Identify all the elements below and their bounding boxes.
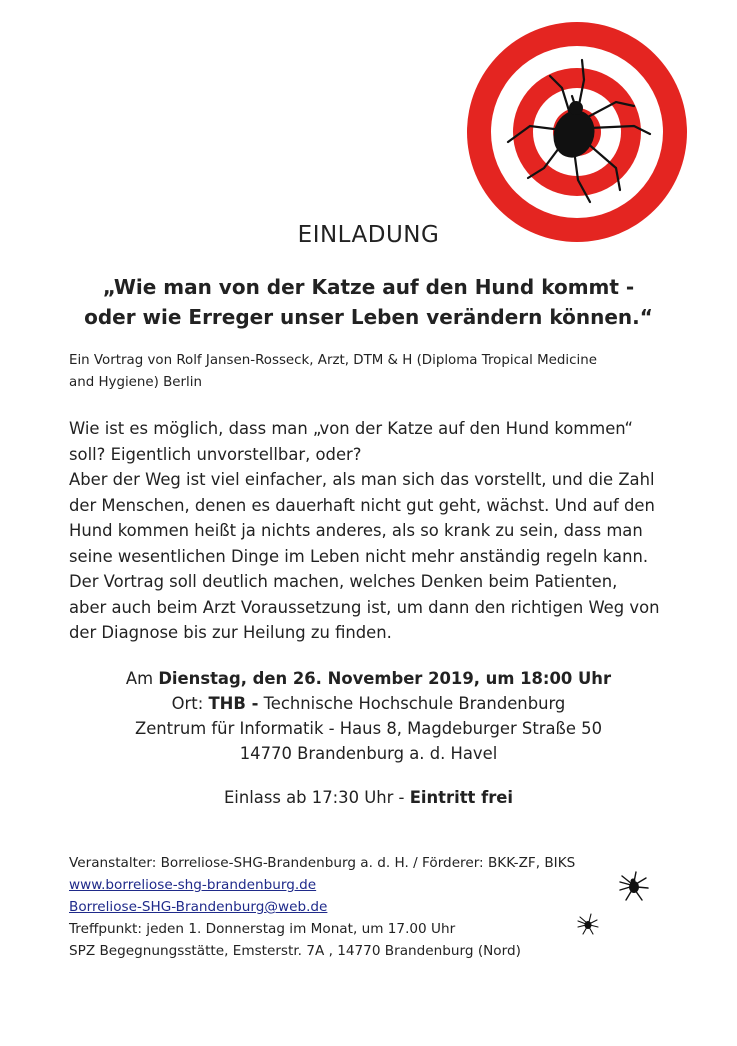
target-icon <box>466 18 688 246</box>
speaker-line-2: and Hygiene) Berlin <box>69 375 202 390</box>
organizer-line: Veranstalter: Borreliose-SHG-Brandenburg a. d. H. / Förderer: BKK-ZF, BIKS <box>69 855 576 871</box>
body-line: aber auch beim Arzt Voraussetzung ist, um dann den richtigen Weg von <box>69 597 660 617</box>
body-line: Der Vortrag soll deutlich machen, welches Denken beim Patienten, <box>69 572 618 591</box>
tick-icon <box>616 868 652 904</box>
body-line: der Menschen, denen es dauerhaft nicht gut geht, wächst. Und auf den <box>69 495 655 515</box>
body-line: seine wesentlichen Dinge im Leben nicht mehr anständig regeln kann. <box>69 546 649 566</box>
meeting-line: Treffpunkt: jeden 1. Donnerstag im Monat, um 17.00 Uhr <box>69 921 456 937</box>
admission-info: Einlass ab 17:30 Uhr - Eintritt frei <box>223 788 514 807</box>
event-details <box>0 666 737 766</box>
event-date: Am Dienstag, den 26. November 2019, um 18:00 Uhr <box>125 669 612 688</box>
body-line: der Diagnose bis zur Heilung zu finden. <box>69 623 392 642</box>
body-line: Aber der Weg ist viel einfacher, als man sich das vorstellt, und die Zahl <box>69 470 655 489</box>
event-address-2: 14770 Brandenburg a. d. Havel <box>239 744 498 763</box>
headline-line-1: „Wie man von der Katze auf den Hund kommt - <box>102 275 635 299</box>
headline <box>0 272 737 332</box>
body-line: soll? Eigentlich unvorstellbar, oder? <box>69 444 362 464</box>
event-address-1: Zentrum für Informatik - Haus 8, Magdeburger Straße 50 <box>134 719 603 738</box>
event-place: Ort: THB - Technische Hochschule Brandenburg <box>171 694 566 713</box>
body-line: Wie ist es möglich, dass man „von der Katze auf den Hund kommen“ <box>69 419 633 438</box>
body-text <box>69 416 689 646</box>
footer <box>69 852 669 962</box>
speaker-info <box>69 350 679 394</box>
page-title: EINLADUNG <box>297 222 440 248</box>
speaker-line-1: Ein Vortrag von Rolf Jansen-Rosseck, Arzt, DTM & H (Diploma Tropical Medicine <box>69 353 597 368</box>
venue-line: SPZ Begegnungsstätte, Emsterstr. 7A , 14770 Brandenburg (Nord) <box>69 943 521 959</box>
body-line: Hund kommen heißt ja nichts anderes, als so krank zu sein, dass man <box>69 521 643 540</box>
website-link[interactable]: www.borreliose-shg-brandenburg.de <box>69 877 317 893</box>
tick-icon <box>576 912 600 936</box>
headline-line-2: oder wie Erreger unser Leben verändern können.“ <box>84 305 653 329</box>
email-link[interactable]: Borreliose-SHG-Brandenburg@web.de <box>69 899 328 915</box>
